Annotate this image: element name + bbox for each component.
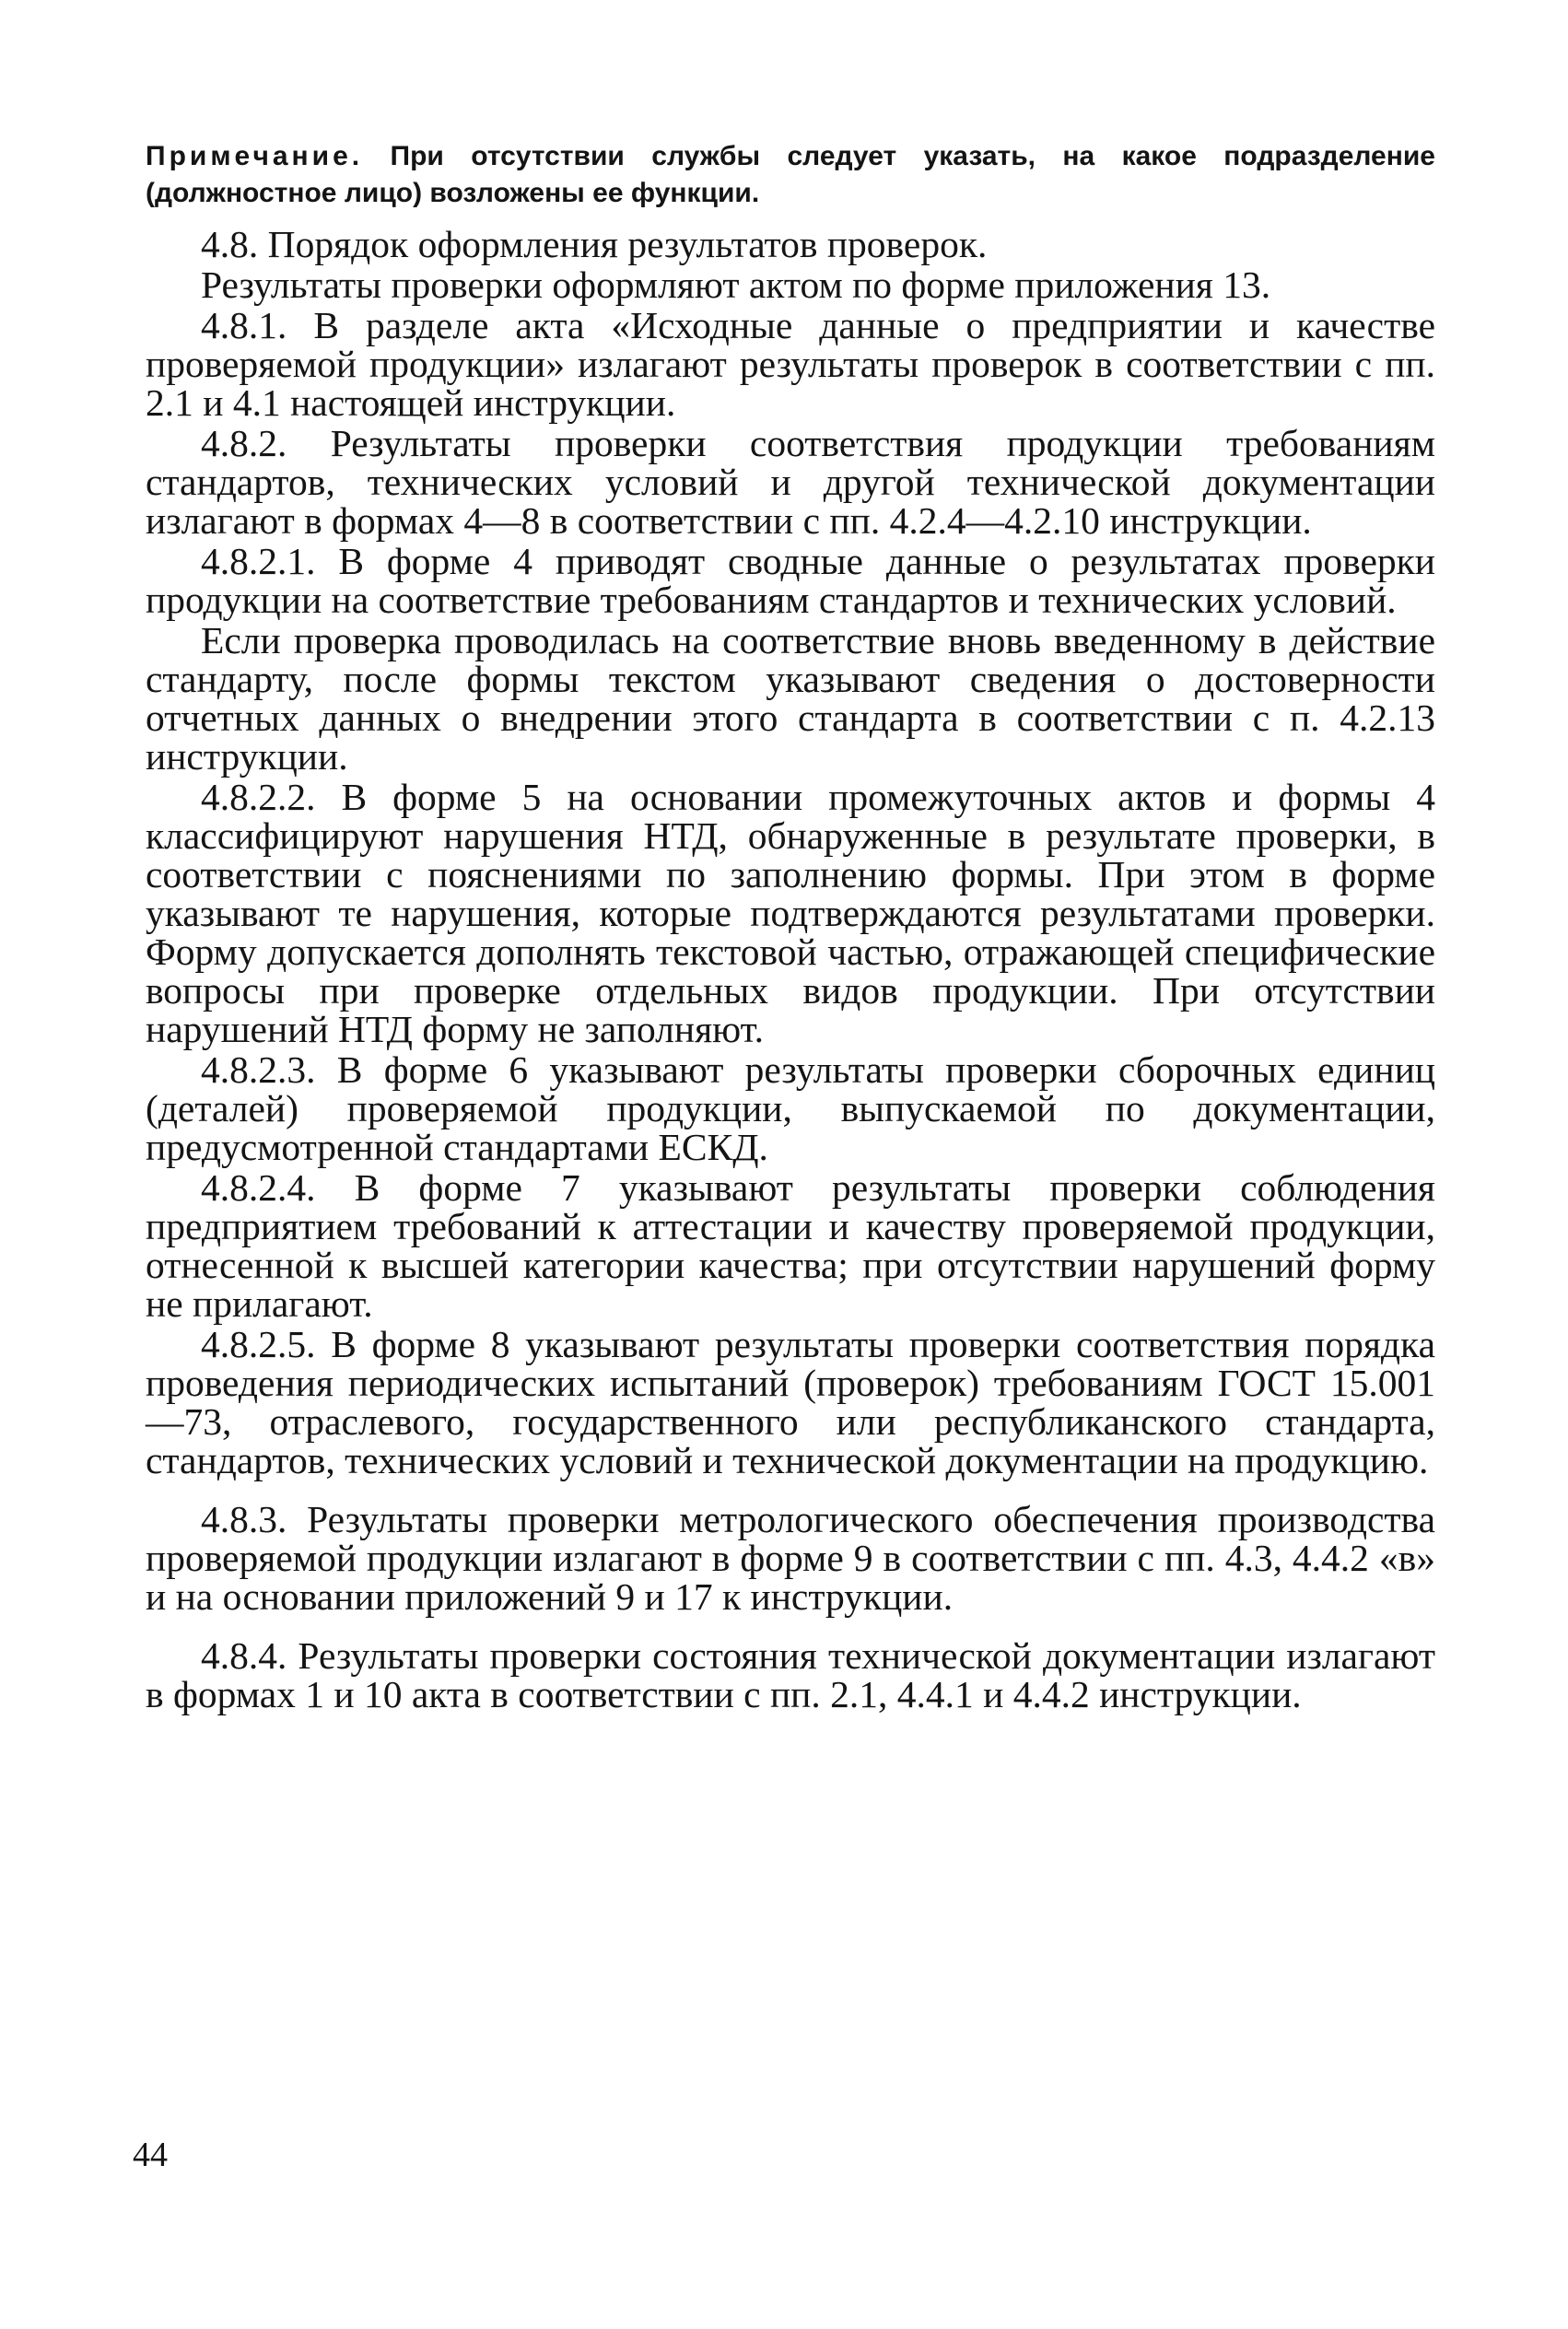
note-label: Примечание.	[146, 141, 364, 171]
paragraph: 4.8.3. Результаты проверки метрологического обеспечения производства проверяемой продукции излагают в форме 9 в соответствии с пп. 4.3, 4.4.2 «в» и на основании приложений 9 и 17 к инструкции.	[146, 1498, 1435, 1618]
page-number: 44	[133, 2136, 168, 2174]
paragraph: 4.8.2. Результаты проверки соответствия продукции требованиям стандартов, технических условий и другой технической документации излагают в формах 4—8 в соответствии с пп. 4.2.4—4.2.10 инструкции.	[146, 422, 1435, 542]
paragraph: 4.8.2.4. В форме 7 указывают результаты проверки соблюдения предприятием требований к аттестации и качеству проверяемой продукции, отнесенной к высшей категории качества; при отсутствии нарушений форму не прилагают.	[146, 1166, 1435, 1325]
paragraph: 4.8. Порядок оформления результатов проверок.	[201, 223, 988, 265]
footnote	[146, 138, 1435, 212]
paragraph: Результаты проверки оформляют актом по форме приложения 13.	[201, 263, 1271, 306]
paragraph: 4.8.2.5. В форме 8 указывают результаты проверки соответствия порядка проведения периодических испытаний (проверок) требованиям ГОСТ 15.001—73, отраслевого, государственного или республиканского стандарта, стандартов, технических условий и технической документации на продукцию.	[146, 1323, 1435, 1481]
paragraph: 4.8.4. Результаты проверки состояния технической документации излагают в формах 1 и 10 акта в соответствии с пп. 2.1, 4.4.1 и 4.4.2 инструкции.	[146, 1634, 1435, 1715]
paragraph: 4.8.2.3. В форме 6 указывают результаты проверки сборочных единиц (деталей) проверяемой продукции, выпускаемой по документации, предусмотренной стандартами ЕСКД.	[146, 1048, 1435, 1168]
main-text	[146, 225, 1435, 1715]
paragraph: 4.8.2.1. В форме 4 приводят сводные данные о результатах проверки продукции на соответствие требованиям стандартов и технических условий.	[146, 540, 1435, 621]
paragraph: 4.8.1. В разделе акта «Исходные данные о предприятии и качестве проверяемой продукции» излагают результаты проверок в соответствии с пп. 2.1 и 4.1 настоящей инструкции.	[146, 304, 1435, 424]
note-text: При отсутствии службы следует указать, на какое подразделение (должностное лицо) возложены ее функции.	[146, 141, 1435, 208]
paragraph: Если проверка проводилась на соответствие вновь введенному в действие стандарту, после формы текстом указывают сведения о достоверности отчетных данных о внедрении этого стандарта в соответствии с п. 4.2.13 инструкции.	[146, 619, 1435, 778]
paragraph: 4.8.2.2. В форме 5 на основании промежуточных актов и формы 4 классифицируют нарушения НТД, обнаруженные в результате проверки, в соответствии с пояснениями по заполнению формы. При этом в форме указывают те нарушения, которые подтверждаются результатами проверки. Форму допускается дополнять текстовой частью, отражающей специфические вопросы при проверке отдельных видов продукции. При отсутствии нарушений НТД форму не заполняют.	[146, 776, 1435, 1050]
